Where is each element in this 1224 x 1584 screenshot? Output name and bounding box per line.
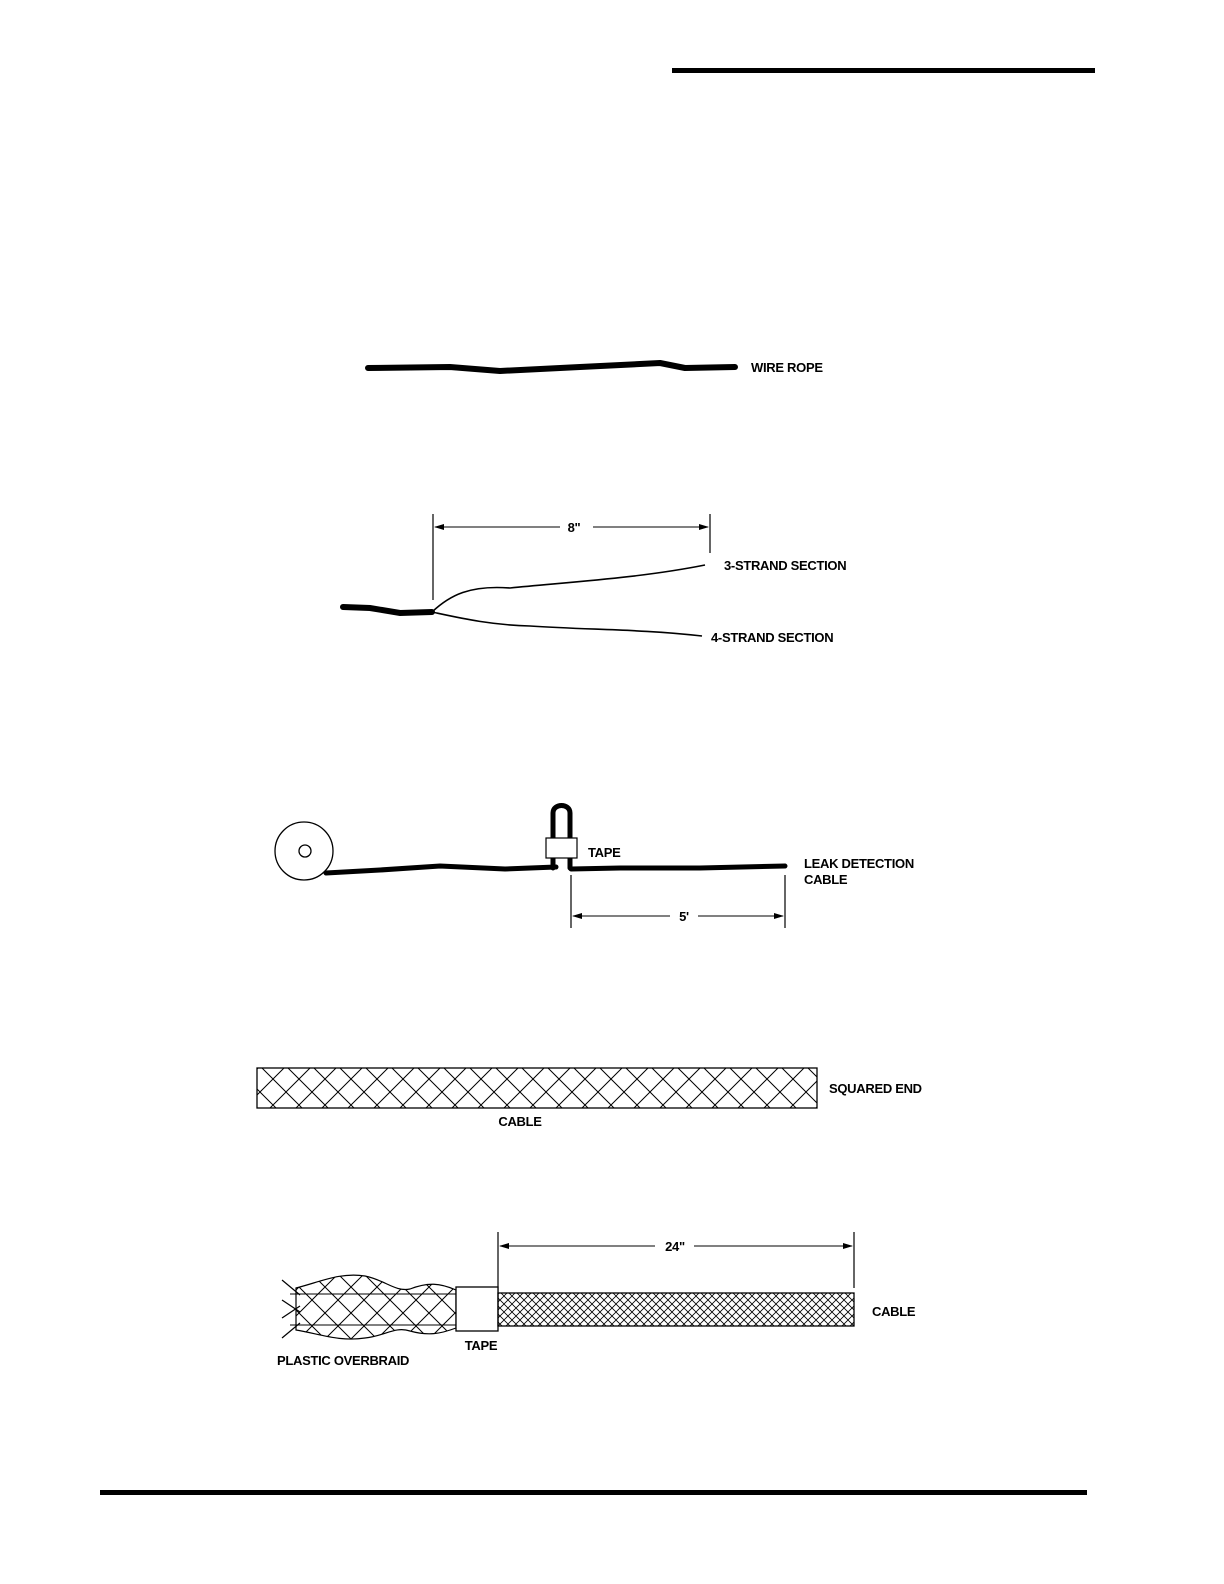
dimension-8in-label: 8" (567, 520, 581, 535)
figure-strand-separation (343, 514, 846, 645)
three-strand-section (432, 565, 705, 612)
wire-rope-intact (343, 607, 432, 613)
three-strand-label: 3-STRAND SECTION (724, 558, 847, 573)
leak-detection-cable-label: CABLE (804, 872, 848, 887)
plastic-overbraid-label: PLASTIC OVERBRAID (277, 1353, 410, 1368)
top-rule (672, 68, 1095, 73)
four-strand-label: 4-STRAND SECTION (711, 630, 834, 645)
tape-label: TAPE (464, 1338, 498, 1353)
wire-rope-label: WIRE ROPE (751, 360, 823, 375)
dimension-24in-label: 24" (665, 1239, 685, 1254)
bottom-rule (100, 1490, 1087, 1495)
cable-loop (553, 806, 570, 869)
figure-squared-end (257, 1068, 922, 1129)
leak-detection-cable-left (326, 866, 556, 873)
braided-cable-24in (498, 1293, 854, 1326)
tape-label: TAPE (588, 845, 621, 860)
leak-detection-cable-right (571, 866, 785, 869)
cable-label: CABLE (872, 1304, 916, 1319)
reel-hub (299, 845, 311, 857)
plastic-overbraid (296, 1275, 456, 1339)
leak-detection-label: LEAK DETECTION (804, 856, 914, 871)
squared-end-label: SQUARED END (829, 1081, 922, 1096)
tape-wrap (456, 1287, 498, 1331)
cable-label: CABLE (498, 1114, 542, 1129)
figure-wire-rope (368, 360, 823, 375)
tape-wrap (546, 838, 577, 858)
figure-leak-detection (275, 806, 914, 929)
dimension-5ft-label: 5' (679, 909, 689, 924)
braided-cable (257, 1068, 817, 1108)
four-strand-section (432, 612, 702, 636)
figure-overbraid (277, 1232, 916, 1368)
wire-rope (368, 363, 735, 371)
